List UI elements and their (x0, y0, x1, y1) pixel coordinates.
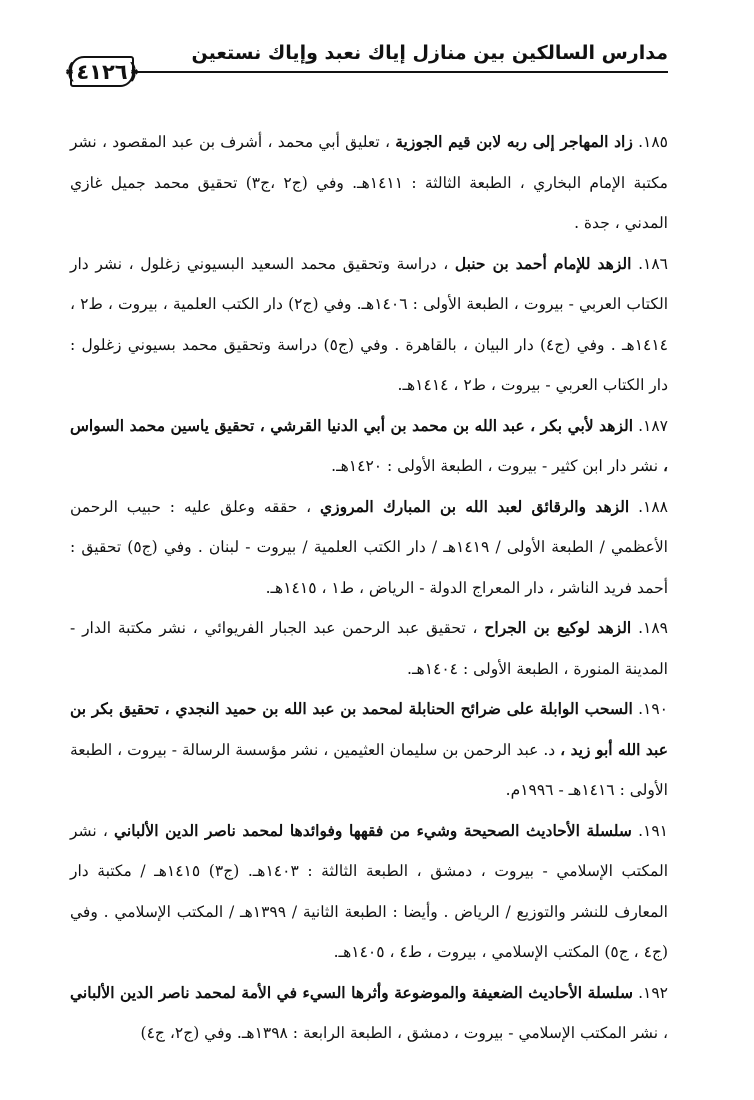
header-rule (134, 71, 668, 73)
page-header (64, 40, 668, 100)
entry-number: ١٨٧. (638, 416, 668, 435)
entry-details: د. عبد الرحمن بن سليمان العثيمين ، نشر مؤسسة الرسالة - بيروت ، الطبعة الأولى : ١٤١٦هـ - ١٩٩٦م. (70, 740, 668, 799)
entry-number: ١٨٥. (638, 133, 668, 151)
bibliography-entry (70, 487, 668, 609)
entry-title: الزهد للإمام أحمد بن حنبل (454, 253, 632, 273)
entry-number: ١٩٢. (638, 983, 668, 1002)
bibliography-entry (70, 811, 668, 973)
entry-title: زاد المهاجر إلى ربه لابن قيم الجوزية (395, 132, 633, 151)
entry-details: ، نشر المكتب الإسلامي - بيروت ، دمشق ، الطبعة الرابعة : ١٣٩٨هـ. وفي (ج٢، ج٤) (140, 1024, 668, 1042)
entry-details: ، تعليق أبي محمد ، أشرف بن عبد المقصود ، نشر مكتبة الإمام البخاري ، الطبعة الثالثة : ١٤١١هـ. وفي (ج٢ ،ج٣) تحقيق محمد جميل غازي المدني ، جدة . (70, 133, 668, 232)
entry-details: ، نشر المكتب الإسلامي - بيروت ، دمشق ، الطبعة الثالثة : ١٤٠٣هـ. (ج٣) ١٤١٥هـ / مكتبة دار المعارف للنشر والتوزيع / الرياض . وأيضا : الطبعة الثانية / ١٣٩٩هـ / المكتب الإسلامي . وفي (ج٤ ، ج٥) المكتب الإسلامي ، بيروت ، ط٤ ، ١٤٠٥هـ. (70, 821, 669, 961)
entry-details: ، دراسة وتحقيق محمد السعيد البسيوني زغلول ، نشر دار الكتاب العربي - بيروت ، الطبعة الأولى : ١٤٠٦هـ. وفي (ج٢) دار الكتب العلمية ، بيروت ، ط٢ ، ١٤١٤هـ . وفي (ج٤) دار البيان ، بالقاهرة . وفي (ج٥) دراسة وتحقيق محمد بسيوني زغلول : دار الكتاب العربي - بيروت ، ط٢ ، ١٤١٤هـ. (70, 254, 669, 394)
entry-title: سلسلة الأحاديث الصحيحة وشيء من فقهها وفوائدها لمحمد ناصر الدين الألباني (114, 820, 632, 840)
running-title: مدارس السالكين بين منازل إياك نعبد وإياك نستعين (191, 42, 668, 64)
entry-number: ١٩٠. (638, 700, 668, 718)
page-number: ﴿٤١٢٦﴾ (70, 56, 134, 87)
bibliography-entry (70, 122, 668, 244)
entry-title: سلسلة الأحاديث الضعيفة والموضوعة وأثرها السيء في الأمة لمحمد ناصر الدين الألباني (70, 982, 634, 1002)
bibliography-entry (70, 406, 668, 487)
entry-details: ، حققه وعلق عليه : حبيب الرحمن الأعظمي / الطبعة الأولى / ١٤١٩هـ / دار الكتب العلمية / بيروت - لبنان . وفي (ج٥) تحقيق : أحمد فريد الناشر ، دار المعراج الدولة - الرياض ، ط١ ، ١٤١٥هـ. (70, 497, 668, 597)
entry-number: ١٨٦. (638, 254, 668, 273)
bibliography-entry (70, 244, 668, 406)
bibliography-entry (70, 608, 668, 689)
bibliography-list (70, 122, 668, 1054)
entry-title: الزهد لوكيع بن الجراح (484, 618, 632, 637)
entry-title: الزهد والرقائق لعبد الله بن المبارك المروزي (320, 496, 630, 516)
entry-number: ١٩١. (638, 821, 668, 840)
entry-details: نشر دار ابن كثير - بيروت ، الطبعة الأولى : ١٤٢٠هـ. (331, 457, 659, 475)
bibliography-entry (70, 689, 668, 811)
entry-title: السحب الوابلة على ضرائح الحنابلة لمحمد بن عبد الله بن حميد النجدي ، تحقيق بكر بن عبد الله أبو زيد ، (70, 699, 668, 759)
entry-number: ١٨٨. (638, 497, 668, 516)
entry-number: ١٨٩. (638, 619, 668, 637)
entry-details: ، تحقيق عبد الرحمن عبد الجبار الفريوائي ، نشر مكتبة الدار - المدينة المنورة ، الطبعة الأولى : ١٤٠٤هـ. (70, 619, 668, 678)
entry-title: الزهد لأبي بكر ، عبد الله بن محمد بن أبي الدنيا القرشي ، تحقيق ياسين محمد السواس ، (70, 415, 668, 475)
bibliography-entry (70, 973, 668, 1054)
